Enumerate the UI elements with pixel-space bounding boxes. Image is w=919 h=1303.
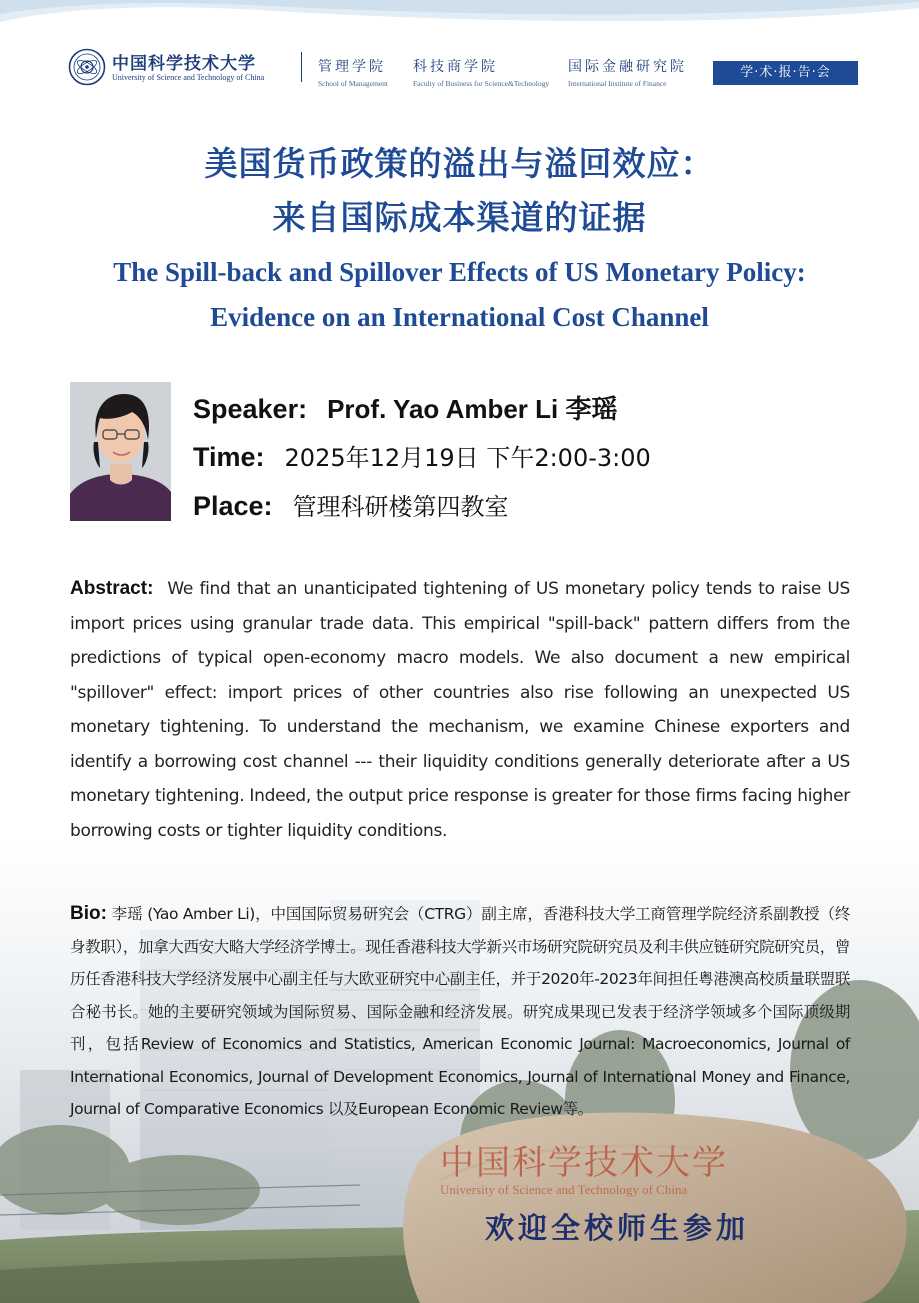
stone-engraving-cn: 中国科学技术大学: [440, 1143, 728, 1183]
abstract-text: We find that an unanticipated tightening of US monetary policy tends to raise US import prices using granular trade data. This empirical "spill-back" pattern differs from the predictions of typical open-economy macro models. We also document a new empirical "spillover" effect: import prices of other countries also rise following an unexpected US monetary tightening. To understand the mechanism, we examine Chinese exporters and identify a borrowing cost channel --- their liquidity conditions generally deteriorate after a US monetary tightening. Indeed, the output price response is greater for those firms facing higher borrowing costs or tighter liquidity conditions.: [70, 579, 850, 841]
school-finance-institute: [568, 56, 687, 88]
school-business: [413, 56, 549, 88]
title-cn-line2: 来自国际成本渠道的证据: [272, 198, 647, 237]
stone-engraving-en: University of Science and Technology of China: [440, 1182, 688, 1197]
bio-label: Bio:: [70, 903, 107, 924]
school-finance-en: International Institute of Finance: [568, 79, 667, 88]
speaker-label: Speaker:: [193, 394, 308, 424]
place-row: [193, 487, 509, 522]
speaker-name: Prof. Yao Amber Li 李瑶: [327, 394, 618, 424]
school-management: [318, 56, 388, 88]
bio-text: 李瑶 (Yao Amber Li)，中国国际贸易研究会（CTRG）副主席，香港科技大学工商管理学院经济系副教授（终身教职），加拿大西安大略大学经济学博士。现任香港科技大学新兴市场研究院研究员及利丰供应链研究院研究员，曾历任香港科技大学经济发展中心副主任与大欧亚研究中心副主任，并于2020年-2023年间担任粤港澳高校质量联盟联合秘书长。她的主要研究领域为国际贸易、国际金融和经济发展。研究成果现已发表于经济学领域多个国际顶级期刊，包括Review of Economics and Statistics, American Economic Journal: Macroeconomics, Journal of International Economics, Journal of Development Economics, Journal of International Money and Finance, Journal of Comparative Economics 以及European Economic Review等。: [70, 905, 850, 1118]
place-value: 管理科研楼第四教室: [292, 493, 509, 521]
title-en-line1: The Spill-back and Spillover Effects of US Monetary Policy:: [113, 257, 806, 287]
place-label: Place:: [193, 491, 273, 521]
school-business-en: Faculty of Business for Science&Technology: [413, 79, 550, 88]
time-value: 2025年12月19日 下午2:00-3:00: [284, 444, 651, 472]
title-en-line2: Evidence on an International Cost Channel: [210, 302, 709, 332]
university-seal-icon: [68, 48, 106, 86]
school-management-cn: 管理学院: [318, 59, 386, 75]
welcome-message: 欢迎全校师生参加: [485, 1211, 750, 1245]
header-divider: [301, 52, 302, 82]
title-cn-line1: 美国货币政策的溢出与溢回效应：: [204, 144, 715, 183]
header-bar: [68, 46, 858, 90]
university-name-cn: 中国科学技术大学: [112, 54, 256, 74]
school-management-en: School of Management: [318, 79, 388, 88]
time-label: Time:: [193, 442, 265, 472]
bio-paragraph: [70, 898, 850, 1126]
abstract-label: Abstract:: [70, 578, 154, 599]
abstract-paragraph: [70, 572, 850, 848]
university-name-en: University of Science and Technology of China: [112, 73, 265, 82]
academic-talk-badge: 学·术·报·告·会: [713, 61, 858, 85]
speaker-photo: [70, 382, 171, 521]
time-row: [193, 438, 651, 473]
school-finance-cn: 国际金融研究院: [568, 59, 687, 75]
speaker-portrait-icon: [70, 382, 171, 521]
school-business-cn: 科技商学院: [413, 59, 498, 75]
speaker-row: [193, 389, 617, 426]
